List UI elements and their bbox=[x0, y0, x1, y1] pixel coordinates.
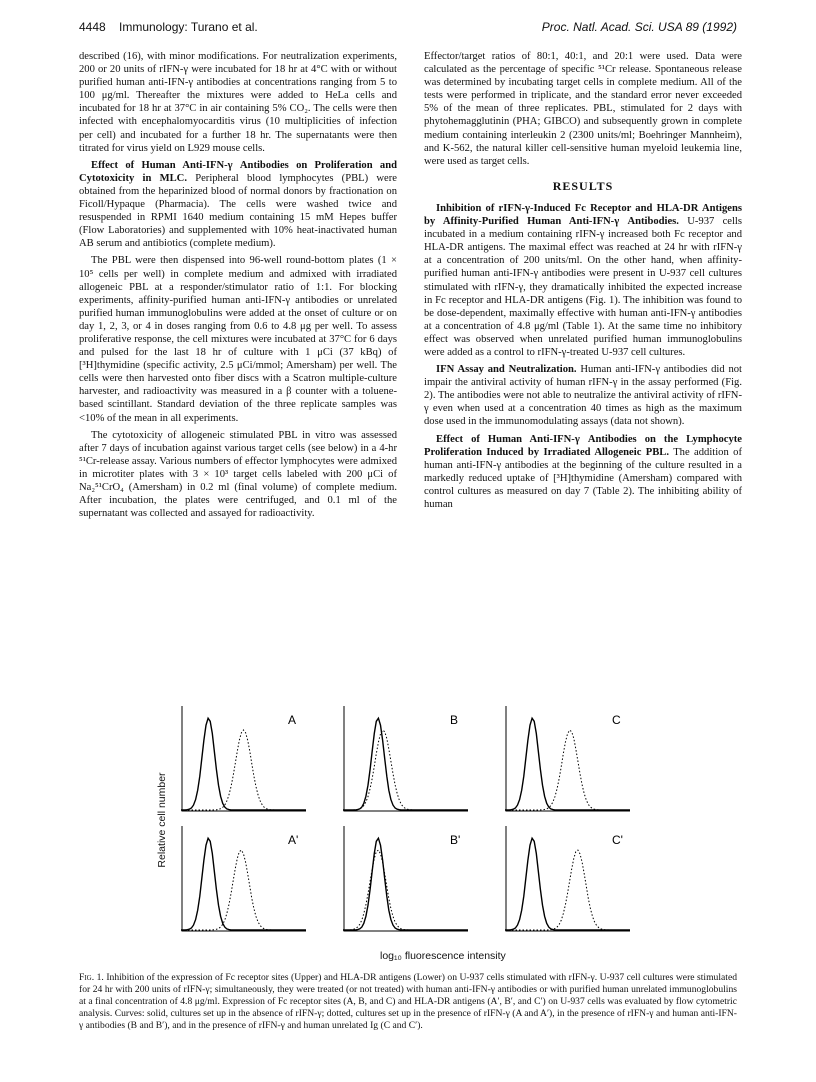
dotted-curve bbox=[181, 850, 306, 930]
paragraph bbox=[424, 433, 742, 512]
x-axis-label: log₁₀ fluorescence intensity bbox=[380, 950, 506, 962]
histogram-panel-A bbox=[181, 706, 306, 812]
running-title: Immunology: Turano et al. bbox=[119, 20, 258, 34]
section-heading: Effect of Human Anti-IFN-γ Antibodies on Proliferation and Cytotoxicity in MLC. bbox=[79, 159, 397, 184]
histogram-panel-C bbox=[505, 706, 630, 812]
histogram-panel-A-prime bbox=[181, 826, 306, 932]
page-number: 4448 bbox=[79, 20, 106, 34]
paragraph-body: U-937 cells incubated in a medium containing rIFN-γ increased both Fc receptor and HLA-DR antigens. The maximal effect was reached at 24 hr with rIFN-γ at a concentration of 200 units/ml. On the other hand, when affinity-purified human anti-IFN-γ antibodies were present in U-937 cell cultures stimulated with rIFN-γ, they dramatically inhibited the expected increase in Fc receptor and HLA-DR antigens (Fig. 1). The inhibition was found to be dose-dependent, maximally effective with human anti-IFN-γ antibodies at a concentration of 4.8 μg/ml (Table 1). At the same time no inhibitory effect was observed when unrelated purified human immunoglobulins were added as a control to rIFN-γ-treated U-937 cell cultures. bbox=[424, 216, 743, 358]
dotted-curve bbox=[343, 730, 468, 810]
paragraph bbox=[79, 159, 397, 251]
solid-curve bbox=[181, 718, 306, 810]
histogram-svg bbox=[343, 706, 468, 812]
dotted-curve bbox=[181, 730, 306, 810]
section-heading: Effect of Human Anti-IFN-γ Antibodies on the Lymphocyte Proliferation Induced by Irradiated Allogeneic PBL. bbox=[424, 433, 742, 458]
paragraph bbox=[424, 363, 742, 428]
histogram-svg bbox=[181, 826, 306, 932]
right-column bbox=[424, 50, 742, 511]
section-heading: IFN Assay and Neutralization. bbox=[436, 364, 577, 376]
solid-curve bbox=[343, 718, 468, 810]
left-column bbox=[79, 50, 397, 520]
panel-label: C' bbox=[612, 833, 623, 847]
caption-text: Inhibition of the expression of Fc receptor sites (Upper) and HLA-DR antigens (Lower) on U-937 cells stimulated with rIFN-γ. U-937 cell cultures were stimulated for 24 hr with 200 units of rIFN-γ; simultaneously, they were treated (or not treated) with human anti-IFN-γ antibodies or with purified human unrelated immunoglobulins at a final concentration of 4.8 μg/ml. Expression of Fc receptor sites (A, B, and C) and HLA-DR antigens (A′, B′, and C′) on U-937 cells was evaluated by flow cytometric analysis. Curves: solid, cultures set up in the absence of rIFN-γ; dotted, cultures set up in the presence of rIFN-γ (A and A′), in the presence of rIFN-γ and human anti-IFN-γ antibodies (B and B′), and in the presence of rIFN-γ and human unrelated Ig (C and C′). bbox=[79, 972, 737, 1031]
histogram-panel-B-prime bbox=[343, 826, 468, 932]
paragraph: described (16), with minor modifications. For neutralization experiments, 200 or 20 units of rIFN-γ were incubated for 18 hr at 4°C with or without purified human anti-IFN-γ antibodies at concentrations ranging from 5 to 100 μg/ml. Thereafter the mixtures were added to HeLa cells and incubated for 18 hr at 37°C in air containing 5% CO₂. The cells were then infected with encephalomyocarditis virus (10 multiplicities of infection per cell) and incubated for a further 18 hr. The supernatants were then titrated for virus yield on L929 mouse cells. bbox=[79, 51, 397, 154]
paragraph-body: Human anti-IFN-γ antibodies did not impair the antiviral activity of human rIFN-γ in the assay performed (Fig. 2). The antibodies were not able to neutralize the antiviral activity of rIFN-γ even when used at a concentration 40 times as high as the maximum dose used in the immunomodulating assays (data not shown). bbox=[424, 364, 742, 428]
section-heading: Inhibition of rIFN-γ-Induced Fc Receptor and HLA-DR Antigens by Affinity-Purified Human Anti-IFN-γ Antibodies. bbox=[424, 202, 742, 228]
results-heading: RESULTS bbox=[552, 178, 614, 193]
solid-curve bbox=[505, 838, 630, 930]
figure-label: Fig. 1. bbox=[79, 972, 104, 983]
panel-label: A bbox=[288, 713, 297, 727]
paragraph: Effector/target ratios of 80:1, 40:1, and 20:1 were used. Data were calculated as the percentage of specific ⁵¹Cr release. Spontaneous release was determined by incubating target cells in complete medium. All of the tests were performed in triplicate, and the standard error never exceeded 5% of the mean of three replicates. PBL, stimulated for 2 days with phytohemagglutinin (PHA; GIBCO) and subsequently grown in complete medium containing interleukin 2 (2300 units/ml; Boehringer Mannheim), and K-562, the natural killer cell-sensitive human myeloid leukemia line, were used as target cells. bbox=[424, 51, 742, 167]
solid-curve bbox=[505, 718, 630, 810]
dotted-curve bbox=[343, 850, 468, 930]
panel-label: B bbox=[450, 713, 459, 727]
histogram-svg bbox=[343, 826, 468, 932]
histogram-panel-B bbox=[343, 706, 468, 812]
histogram-panel-C-prime bbox=[505, 826, 630, 932]
panel-label: C bbox=[612, 713, 621, 727]
dotted-curve bbox=[505, 730, 630, 810]
paragraph-body: The addition of human anti-IFN-γ antibodies at the beginning of the culture resulted in a markedly reduced uptake of [³H]thymidine (Amersham) compared with control cultures as measured on day 7 (Table 2). The inhibiting ability of human bbox=[424, 446, 742, 510]
histogram-svg bbox=[505, 826, 630, 932]
paragraph: The PBL were then dispensed into 96-well round-bottom plates (1 × 10⁵ cells per well) in complete medium and admixed with irradiated allogeneic PBL at a responder/stimulator ratio of 1:1. For blocking experiments, affinity-purified human anti-IFN-γ antibodies or unrelated purified human immunoglobulins were added at the onset of culture or on day 1, 2, 3, or 4 in doses ranging from 0.6 to 4.8 μg per well. To assess proliferative response, the cell mixtures were incubated at 37°C for 6 days and pulsed for the last 18 hr of culture with 1 μCi (37 kBq) of [³H]thymidine (specific activity, 2.5 μCi/mmol; Amersham) per well. The cells were then harvested onto fiber discs with a Scatron multiple-culture harvester, and radioactivity was measured in a β counter with a toluene-based scintillant. Standard deviation of the three replicate samples was <10% of the mean in all experiments. bbox=[79, 255, 397, 424]
histogram-svg bbox=[505, 706, 630, 812]
y-axis-label: Relative cell number bbox=[156, 772, 168, 868]
paragraph-body: Peripheral blood lymphocytes (PBL) were obtained from the heparinized blood of normal donors by fractionation on Ficoll/Hypaque (Pharmacia). The cells were washed twice and resuspended in RPMI 1640 medium containing 15 mM Hepes buffer (Flow Laboratories) and supplemented with 10% heat-inactivated human AB serum and antibiotics (complete medium). bbox=[79, 172, 397, 250]
paragraph: The cytotoxicity of allogeneic stimulated PBL in vitro was assessed after 7 days of incubation against various target cells (see below) in a 4-hr ⁵¹Cr-release assay. Various numbers of effector lymphocytes were admixed in microtiter plates with 3 × 10³ target cells labeled with 200 μCi of Na₂⁵¹CrO₄ (Amersham) in 0.2 ml (final volume) of complete medium. After incubation, the plates were centrifuged, and 0.1 ml of the supernatant was collected and assayed for radioactivity. bbox=[79, 429, 397, 520]
dotted-curve bbox=[505, 850, 630, 930]
panel-label: B' bbox=[450, 833, 461, 847]
solid-curve bbox=[343, 838, 468, 930]
solid-curve bbox=[181, 838, 306, 930]
figure-caption bbox=[79, 972, 737, 1032]
journal-citation: Proc. Natl. Acad. Sci. USA 89 (1992) bbox=[541, 20, 737, 34]
histogram-svg bbox=[181, 706, 306, 812]
paragraph bbox=[424, 202, 742, 359]
panel-label: A' bbox=[288, 833, 299, 847]
